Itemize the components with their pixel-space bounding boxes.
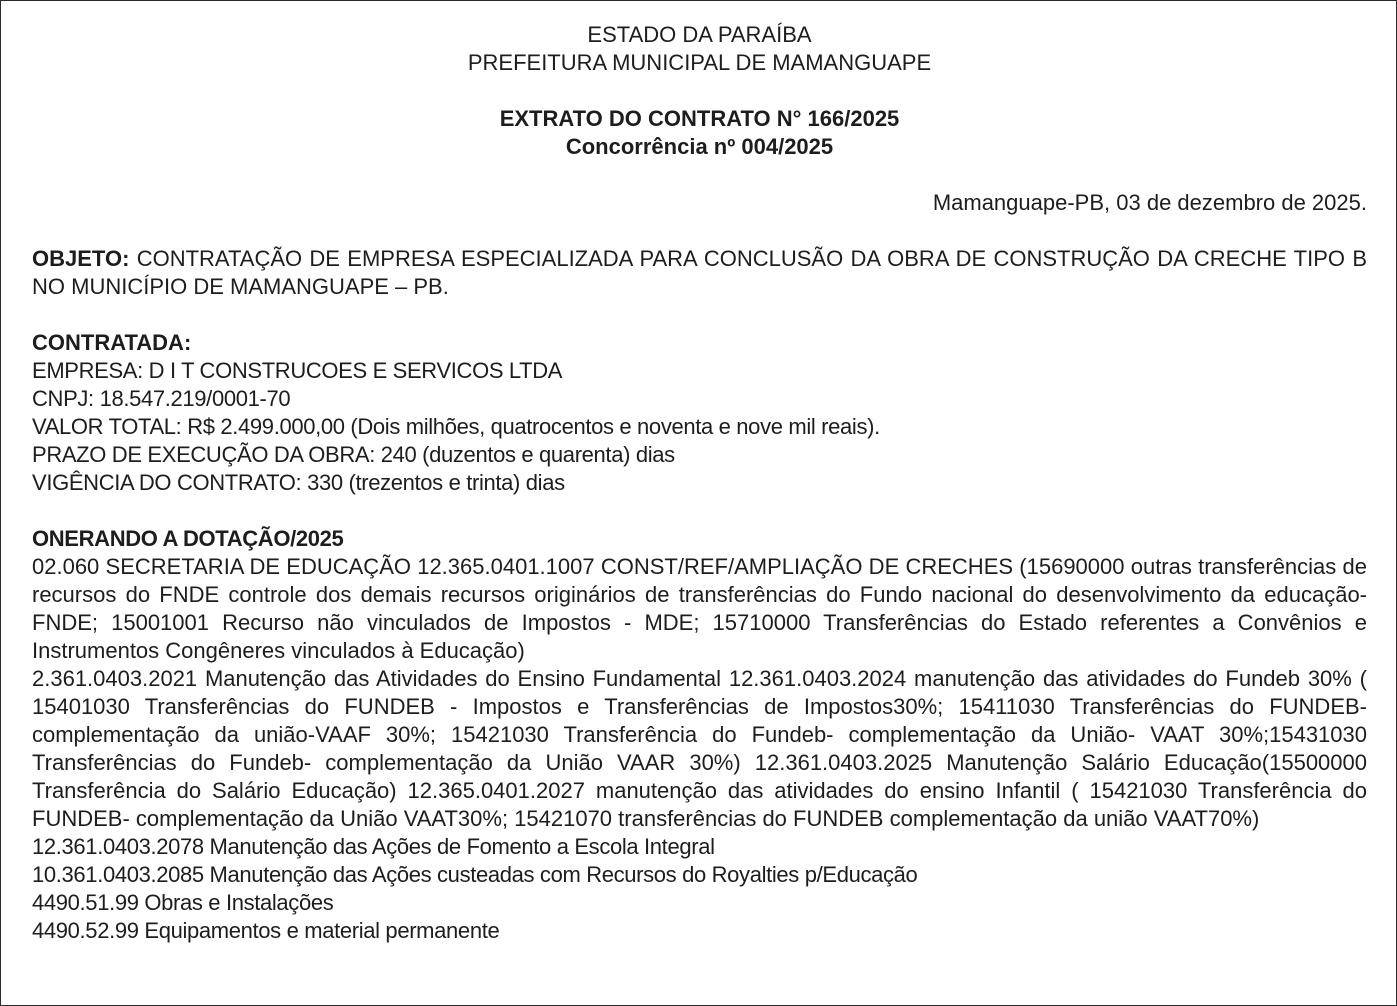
contratada-heading: CONTRATADA: (32, 330, 192, 355)
municipality-name: PREFEITURA MUNICIPAL DE MAMANGUAPE (467, 50, 932, 75)
spacer (32, 161, 1367, 189)
dotacao-heading: ONERANDO A DOTAÇÃO/2025 (32, 526, 344, 551)
vigencia-line: VIGÊNCIA DO CONTRATO: 330 (trezentos e trinta) dias (32, 470, 565, 495)
spacer (32, 301, 1367, 329)
valor-line: VALOR TOTAL: R$ 2.499.000,00 (Dois milhões, quatrocentos e noventa e nove mil reais). (32, 414, 880, 439)
spacer (32, 217, 1367, 245)
prazo-line: PRAZO DE EXECUÇÃO DA OBRA: 240 (duzentos e quarenta) dias (32, 442, 675, 467)
contract-title: EXTRATO DO CONTRATO N° 166/2025 (499, 106, 900, 131)
document-body (32, 21, 1367, 945)
cnpj-line: CNPJ: 18.547.219/0001-70 (32, 386, 291, 411)
empresa-line: EMPRESA: D I T CONSTRUCOES E SERVICOS LTDA (32, 358, 563, 383)
dotacao-paragraph-2: 2.361.0403.2021 Manutenção das Atividades do Ensino Fundamental 12.361.0403.2024 manutenção das atividades do Fundeb 30% ( 15401030 Transferências do FUNDEB - Impostos e Transferências de Impostos30%; 15411030 Transferências do FUNDEB- complementação da união-VAAF 30%; 15421030 Transferência do Fundeb- complementação da União- VAAT 30%;15431030 Transferências do Fundeb- complementação da União VAAR 30%) 12.361.0403.2025 Manutenção Salário Educação(15500000 Transferência do Salário Educação) 12.365.0401.2027 manutenção das atividades do ensino Infantil ( 15421030 Transferência do FUNDEB- complementação da União VAAT30%; 15421070 transferências do FUNDEB complementação da união VAAT70%) (32, 666, 1367, 831)
objeto-paragraph (32, 245, 1367, 301)
spacer (32, 497, 1367, 525)
objeto-label: OBJETO: (32, 246, 130, 271)
dotacao-line: 4490.51.99 Obras e Instalações (32, 890, 334, 915)
dotacao-line: 10.361.0403.2085 Manutenção das Ações custeadas com Recursos do Royalties p/Educação (32, 862, 918, 887)
state-name: ESTADO DA PARAÍBA (587, 22, 812, 47)
dotacao-line: 12.361.0403.2078 Manutenção das Ações de Fomento a Escola Integral (32, 834, 715, 859)
dotacao-paragraph-1: 02.060 SECRETARIA DE EDUCAÇÃO 12.365.0401.1007 CONST/REF/AMPLIAÇÃO DE CRECHES (15690000 outras transferências de recursos do FNDE controle dos demais recursos originários de transferências do Fundo nacional do desenvolvimento da educação- FNDE; 15001001 Recurso não vinculados de Impostos - MDE; 15710000 Transferências do Estado referentes a Convênios e Instrumentos Congêneres vinculados à Educação) (32, 554, 1367, 663)
spacer (32, 77, 1367, 105)
dotacao-line: 4490.52.99 Equipamentos e material permanente (32, 918, 500, 943)
bid-number: Concorrência nº 004/2025 (565, 134, 834, 159)
date-line: Mamanguape-PB, 03 de dezembro de 2025. (932, 190, 1367, 215)
objeto-text: CONTRATAÇÃO DE EMPRESA ESPECIALIZADA PARA CONCLUSÃO DA OBRA DE CONSTRUÇÃO DA CRECHE TIPO B NO MUNICÍPIO DE MAMANGUAPE – PB. (32, 246, 1367, 299)
